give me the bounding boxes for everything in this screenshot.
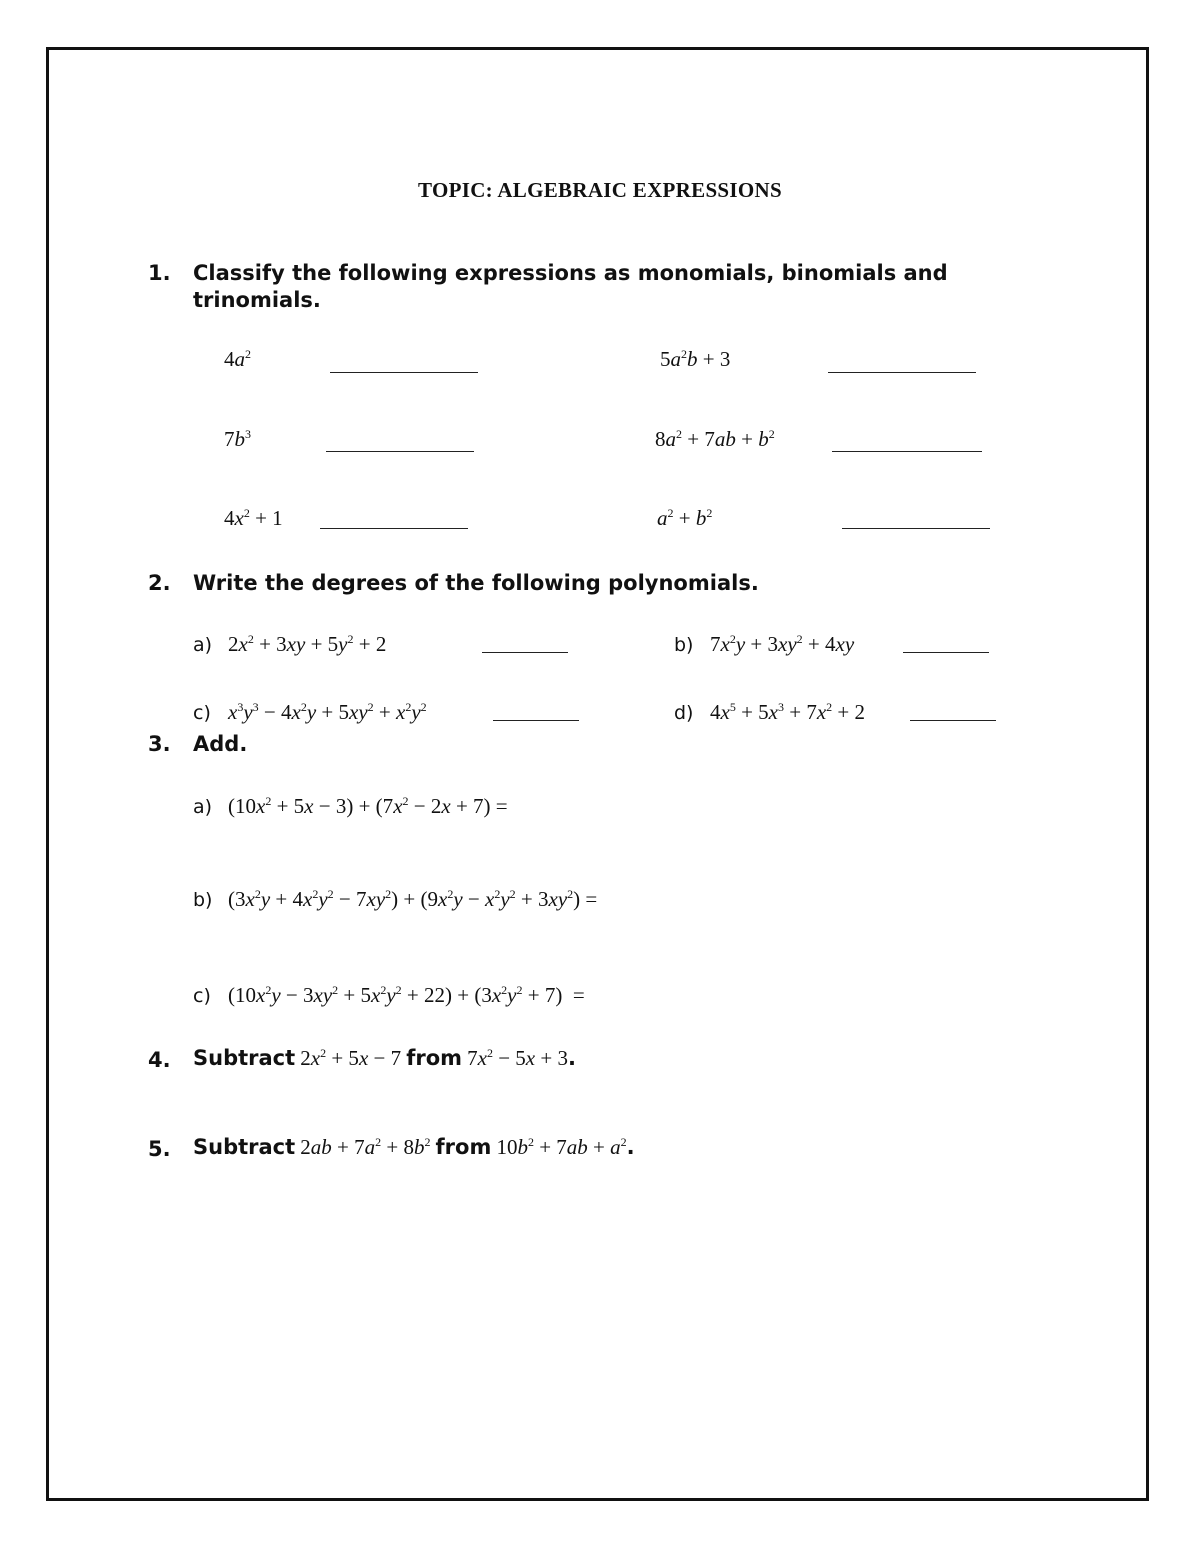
question-5-period: .	[626, 1135, 635, 1159]
question-3b-label: b)	[193, 889, 213, 911]
answer-blank[interactable]	[493, 720, 579, 721]
question-1-text	[193, 260, 948, 314]
expression-7b3: $7b^3$	[224, 427, 251, 451]
question-4-expression-2: $7x^2 - 5x + 3$	[467, 1046, 568, 1070]
question-5-text	[193, 1135, 635, 1160]
polynomial-2d: $4x^5 + 5x^3 + 7x^2 + 2$	[710, 700, 866, 724]
expression-a2-plus-b2: $a^2 + b^2$	[657, 506, 713, 530]
expression-4a2: $4a^2$	[224, 347, 251, 371]
question-4-number: 4.	[148, 1048, 171, 1072]
question-3-text: Add.	[193, 732, 248, 756]
polynomial-2c: $x^3y^3 - 4x^2y + 5xy^2 + x^2y^2$	[228, 700, 427, 724]
page-title: TOPIC: ALGEBRAIC EXPRESSIONS	[418, 178, 782, 202]
question-5-number: 5.	[148, 1137, 171, 1161]
answer-blank[interactable]	[482, 652, 568, 653]
answer-blank[interactable]	[330, 372, 478, 373]
answer-blank[interactable]	[320, 528, 468, 529]
answer-blank[interactable]	[828, 372, 976, 373]
expression-8a2-7ab-b2: $8a^2 + 7ab + b^2$	[655, 427, 775, 451]
question-2-text: Write the degrees of the following polynomials.	[193, 571, 759, 595]
question-3c-label: c)	[193, 985, 211, 1007]
question-4-subtract: Subtract	[193, 1046, 296, 1070]
question-4-expression-1: $2x^2 + 5x - 7$	[300, 1046, 402, 1070]
question-1-line-1: Classify the following expressions as monomials, binomials and	[193, 261, 948, 285]
expression-5a2b-plus-3: $5a^2b + 3$	[660, 347, 731, 371]
answer-blank[interactable]	[326, 451, 474, 452]
expression-4x2-plus-1: $4x^2 + 1$	[224, 506, 283, 530]
answer-blank[interactable]	[842, 528, 990, 529]
question-4-text	[193, 1046, 576, 1071]
question-4-from: from	[406, 1046, 463, 1070]
question-3-number: 3.	[148, 732, 171, 756]
question-2a-label: a)	[193, 634, 213, 656]
question-1-line-2: trinomials.	[193, 288, 321, 312]
addition-3c: $(10x^2y - 3xy^2 + 5x^2y^2 + 22) + (3x^2y^2 + 7)$ =	[228, 983, 585, 1007]
addition-3a: $(10x^2 + 5x - 3) + (7x^2 - 2x + 7)$ =	[228, 794, 508, 818]
question-3a-label: a)	[193, 796, 213, 818]
question-2c-label: c)	[193, 702, 211, 724]
polynomial-2a: $2x^2 + 3xy + 5y^2 + 2$	[228, 632, 387, 656]
question-5-expression-1: $2ab + 7a^2 + 8b^2$	[300, 1135, 431, 1159]
question-1-number: 1.	[148, 261, 171, 285]
question-2b-label: b)	[674, 634, 694, 656]
question-5-subtract: Subtract	[193, 1135, 296, 1159]
question-5-from: from	[435, 1135, 492, 1159]
question-5-expression-2: $10b^2 + 7ab + a^2$	[496, 1135, 627, 1159]
answer-blank[interactable]	[832, 451, 982, 452]
answer-blank[interactable]	[903, 652, 989, 653]
question-2-number: 2.	[148, 571, 171, 595]
polynomial-2b: $7x^2y + 3xy^2 + 4xy$	[710, 632, 855, 656]
question-4-period: .	[567, 1046, 576, 1070]
addition-3b: $(3x^2y + 4x^2y^2 - 7xy^2) + (9x^2y - x^2y^2 + 3xy^2)$ =	[228, 887, 598, 911]
answer-blank[interactable]	[910, 720, 996, 721]
question-2d-label: d)	[674, 702, 694, 724]
